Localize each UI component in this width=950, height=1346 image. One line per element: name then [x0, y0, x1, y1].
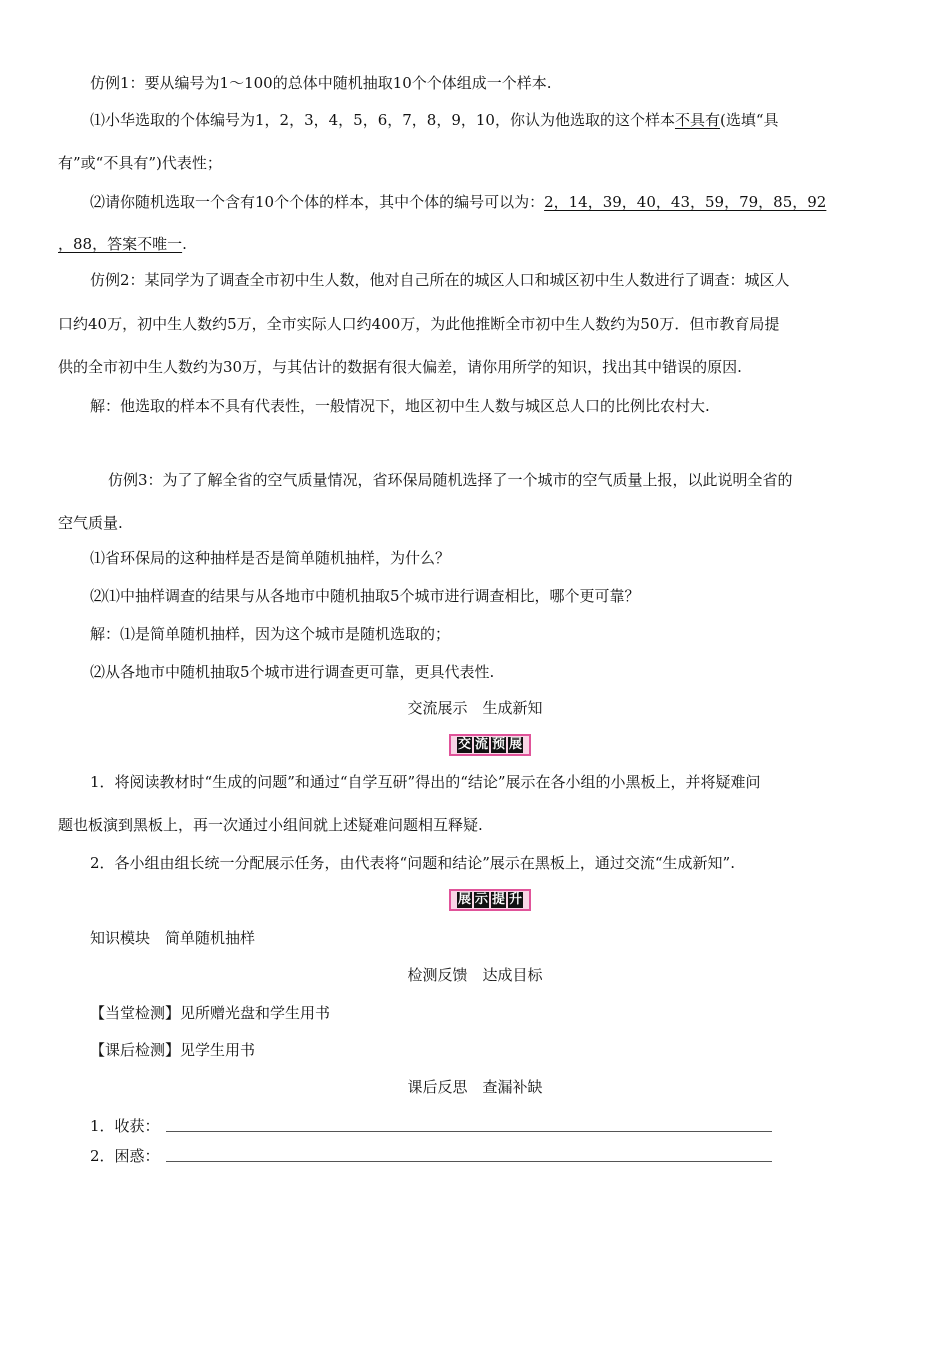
example1-q2-answer-cont: ，88，答案不唯一	[58, 235, 183, 253]
badge-char: 示	[474, 892, 488, 907]
example1-q2-cont	[58, 234, 187, 254]
example1-q2-answer: 2，14，39，40，43，59，79，85，92	[544, 193, 827, 211]
example2-line2: 口约40万，初中生人数约5万，全市实际人口约400万，为此他推断全市初中生人数约为50万．但市教育局提	[58, 315, 780, 333]
exchange-preview-badge	[449, 734, 531, 756]
reflection-confuse-blank[interactable]	[166, 1161, 772, 1162]
in-class-check: 【当堂检测】见所赠光盘和学生用书	[90, 1004, 331, 1022]
example1-q2	[90, 192, 826, 212]
example3-q1: ⑴省环保局的这种抽样是否是简单随机抽样，为什么？	[90, 549, 451, 567]
badge-char: 展	[457, 892, 471, 907]
after-class-check: 【课后检测】见学生用书	[90, 1041, 256, 1059]
example2-line3: 供的全市初中生人数约为30万，与其估计的数据有很大偏差，请你用所学的知识，找出其中错误的原因.	[58, 358, 742, 376]
example1-q1-answer: 不具有	[674, 111, 720, 129]
exchange-item1: 1．将阅读教材时“生成的问题”和通过“自学互研”得出的“结论”展示在各小组的小黑板上，并将疑难问	[90, 773, 761, 791]
example1-q1-choice: (选填“具	[720, 111, 779, 129]
badge-char: 流	[474, 737, 488, 752]
example3-line1: 仿例3：为了了解全省的空气质量情况，省环保局随机选择了一个城市的空气质量上报，以此说明全省的	[108, 471, 793, 489]
example2-solution: 解：他选取的样本不具有代表性，一般情况下，地区初中生人数与城区总人口的比例比农村大.	[90, 397, 710, 415]
reflection-gain-blank[interactable]	[166, 1131, 772, 1132]
badge-char: 升	[509, 892, 523, 907]
section-heading-reflection: 课后反思 查漏补缺	[407, 1078, 543, 1096]
example1-q2-end: .	[182, 235, 187, 253]
reflection-gain-label: 1．收获：	[90, 1117, 160, 1135]
example2-line1: 仿例2：某同学为了调查全市初中生人数，他对自己所在的城区人口和城区初中生人数进行了调查：城区人	[90, 271, 790, 289]
exchange-item2: 2．各小组由组长统一分配展示任务，由代表将“问题和结论”展示在黑板上，通过交流“生成新知”.	[90, 854, 735, 872]
section-heading-feedback: 检测反馈 达成目标	[407, 966, 543, 984]
section-heading-exchange: 交流展示 生成新知	[407, 699, 543, 717]
example3-q2: ⑵⑴中抽样调查的结果与从各地市中随机抽取5个城市进行调查相比，哪个更可靠？	[90, 587, 640, 605]
example1-q1-cont: 有”或“不具有”)代表性；	[58, 154, 222, 172]
reflection-confuse-label: 2．困惑：	[90, 1147, 160, 1165]
badge-char: 提	[492, 892, 506, 907]
example3-sol1: 解：⑴是简单随机抽样，因为这个城市是随机选取的；	[90, 625, 451, 643]
badge-char: 交	[457, 737, 471, 752]
example3-line2: 空气质量.	[58, 514, 123, 532]
knowledge-module: 知识模块 简单随机抽样	[90, 929, 256, 947]
exchange-item1-cont: 题也板演到黑板上，再一次通过小组间就上述疑难问题相互释疑.	[58, 816, 483, 834]
example1-q1	[90, 110, 779, 130]
example1-q1-text: ⑴小华选取的个体编号为1，2，3，4，5，6，7，8，9，10，你认为他选取的这个样本	[90, 111, 675, 129]
example1-title: 仿例1：要从编号为1～100的总体中随机抽取10个个体组成一个样本.	[90, 74, 552, 92]
example1-q2-text: ⑵请你随机选取一个含有10个个体的样本，其中个体的编号可以为：	[90, 193, 545, 211]
example3-sol2: ⑵从各地市中随机抽取5个城市进行调查更可靠，更具代表性.	[90, 663, 495, 681]
display-improve-badge	[449, 889, 531, 911]
badge-char: 展	[509, 737, 523, 752]
badge-char: 预	[492, 737, 506, 752]
